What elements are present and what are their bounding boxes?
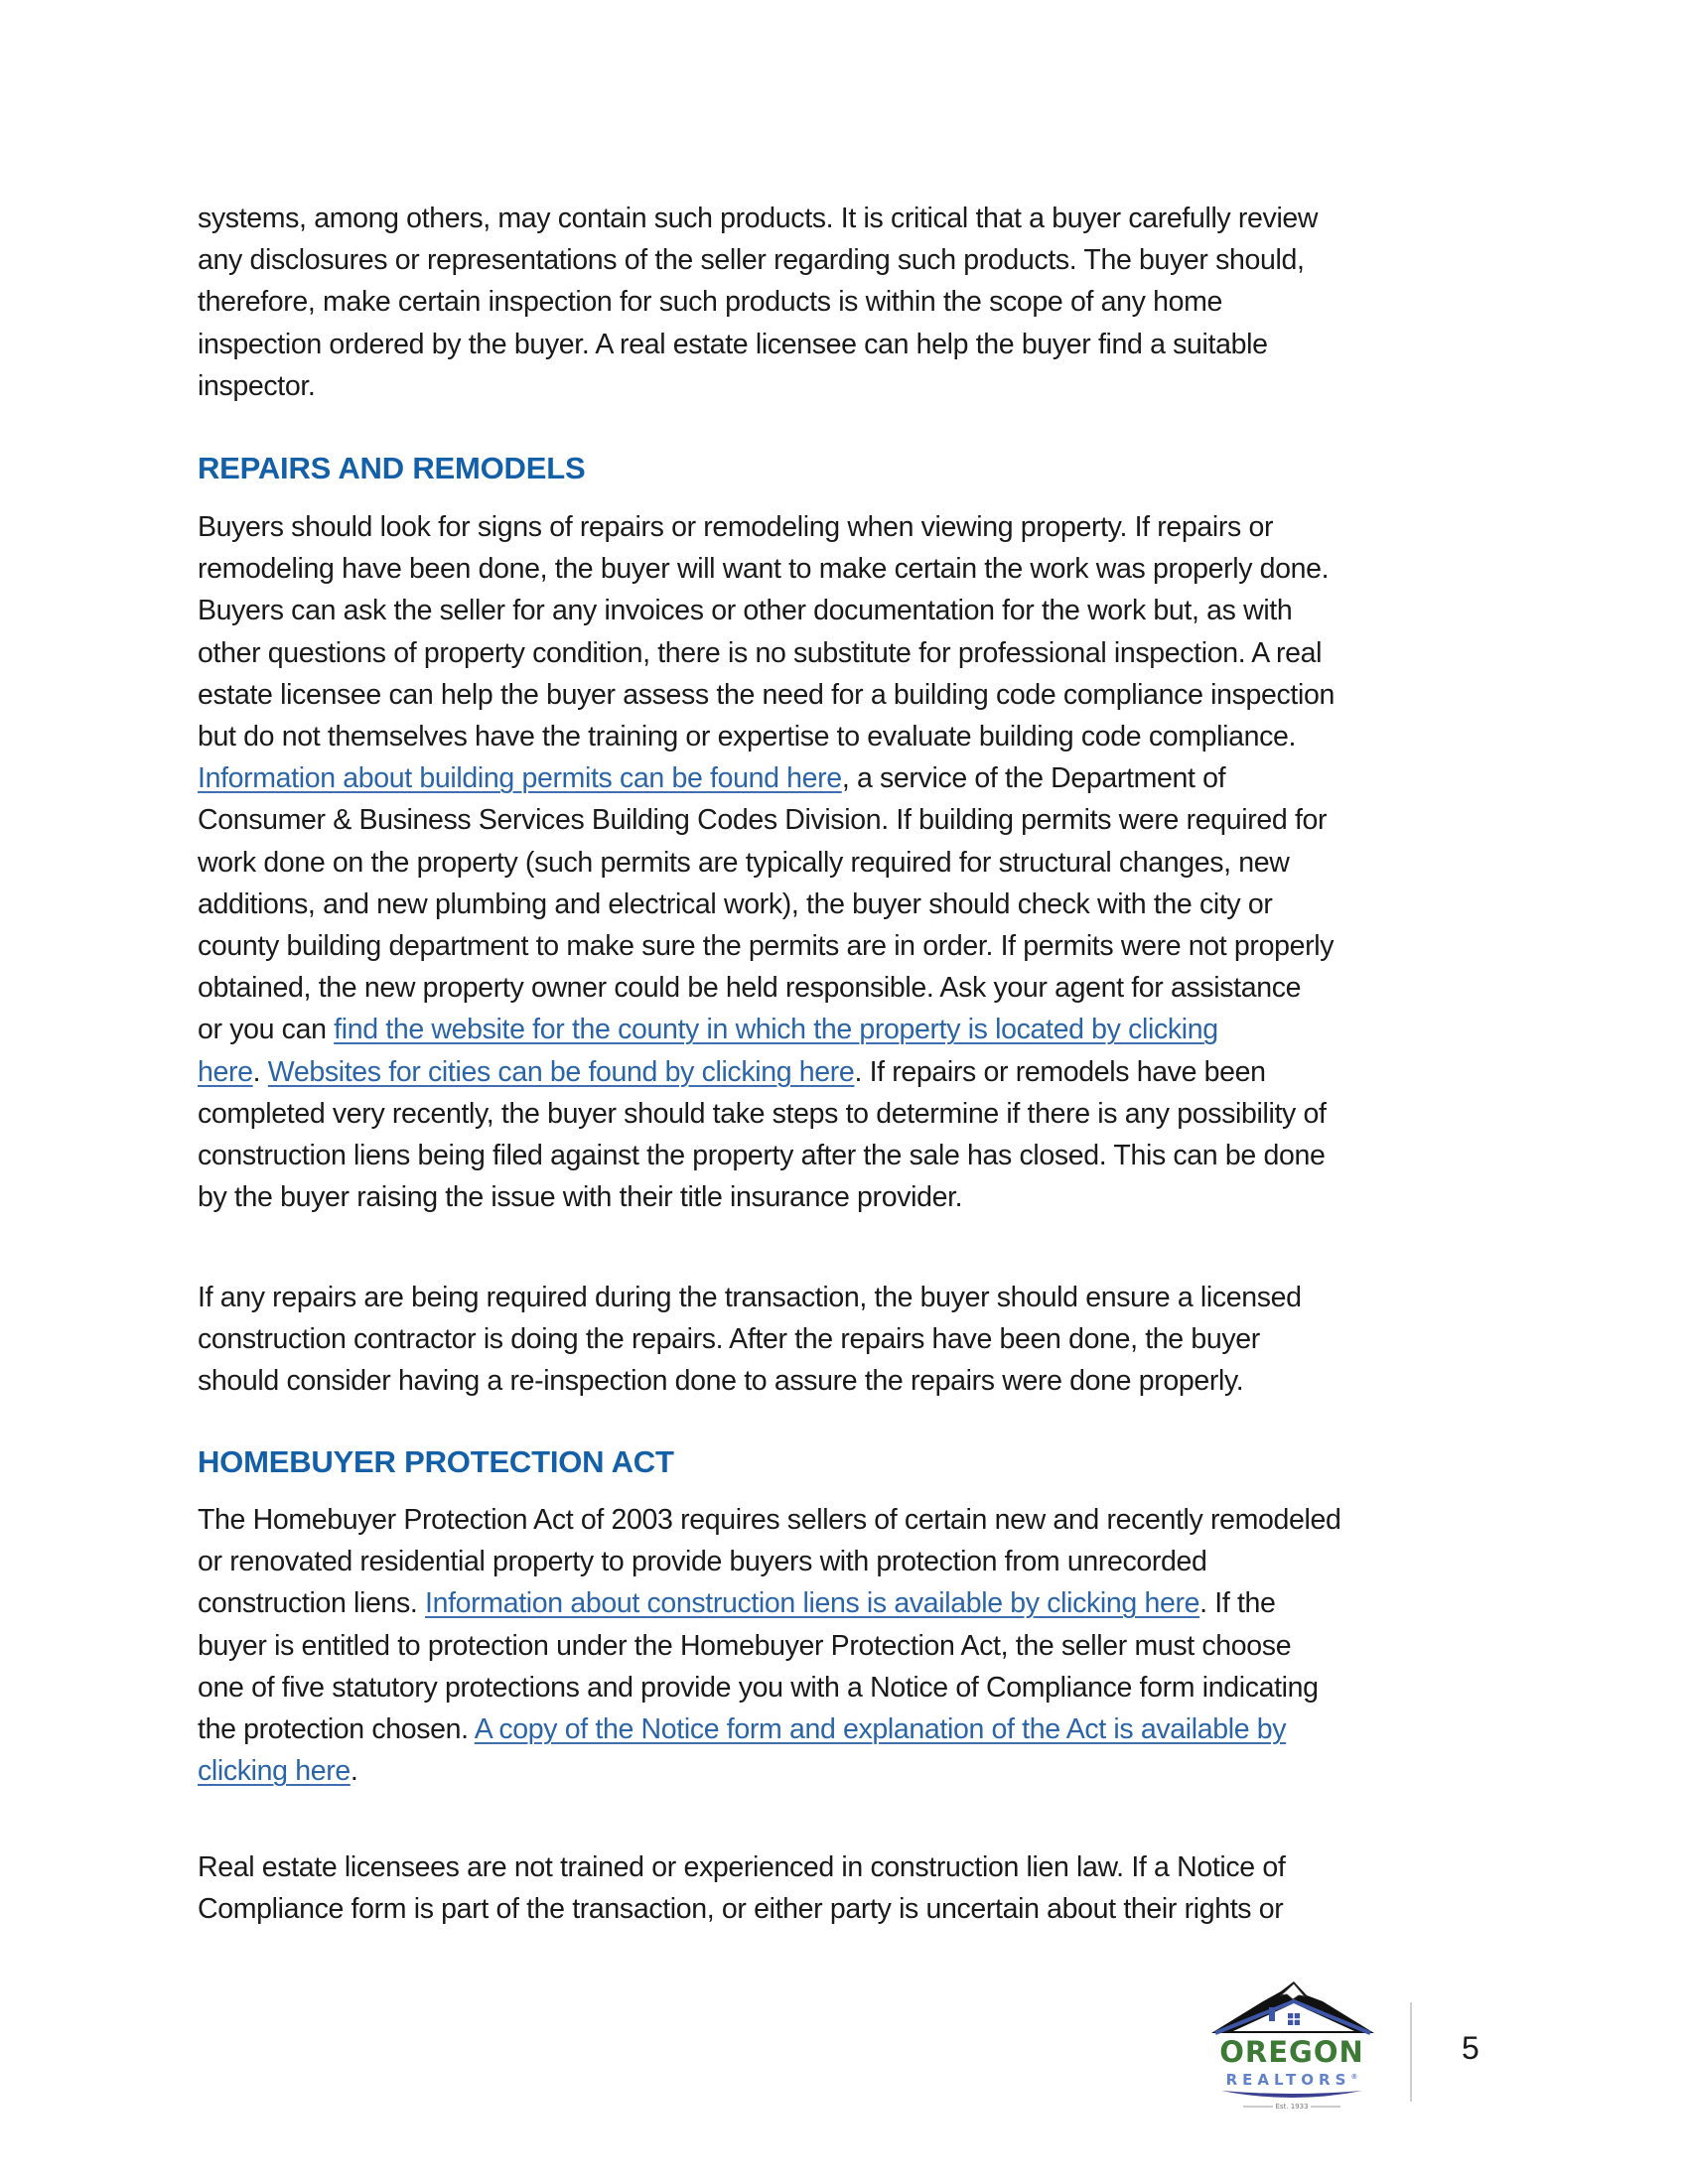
text-line — [198, 1667, 1498, 1708]
text-line — [198, 1009, 1498, 1050]
text-line — [198, 716, 1498, 757]
text-line — [198, 967, 1498, 1009]
logo-tagline: Est. 1933 — [1275, 2103, 1309, 2111]
hpa-paragraph-2-container — [198, 1846, 1498, 1930]
text-line — [198, 1499, 1498, 1541]
text-run: or you can — [198, 1014, 335, 1046]
text-run: , a service of the Department of — [841, 762, 1226, 795]
text-line — [198, 324, 1498, 365]
text-run: additions, and new plumbing and electrical work), the buyer should check with the city or — [198, 887, 1273, 920]
text-line — [198, 590, 1498, 631]
text-run: buyer is entitled to protection under the Homebuyer Protection Act, the seller must choose — [198, 1629, 1292, 1662]
text-run: therefore, make certain inspection for such products is within the scope of any home — [198, 286, 1222, 319]
text-run: construction liens. — [198, 1587, 426, 1620]
text-run: should consider having a re-inspection done to assure the repairs were done properly. — [198, 1365, 1244, 1398]
text-line — [198, 757, 1498, 799]
text-run: but do not themselves have the training or expertise to evaluate building code compliance. — [198, 721, 1297, 753]
paragraph — [198, 198, 1498, 407]
hyperlink[interactable]: clicking here — [198, 1755, 351, 1788]
text-line — [198, 799, 1498, 841]
logo-wordmark-realtors — [1203, 2069, 1380, 2088]
text-line — [198, 1360, 1498, 1402]
oregon-realtors-logo — [1203, 1979, 1380, 2118]
text-run: systems, among others, may contain such products. It is critical that a buyer carefully review — [198, 203, 1319, 234]
text-line — [198, 1176, 1498, 1218]
text-line — [198, 198, 1498, 239]
logo-subtitle: REALTORS — [1225, 2071, 1351, 2089]
text-run: work done on the property (such permits are typically required for structural changes, new — [198, 846, 1290, 879]
text-line — [198, 1541, 1498, 1582]
text-run: inspector. — [198, 369, 316, 402]
text-run: any disclosures or representations of the seller regarding such products. The buyer should, — [198, 244, 1305, 277]
text-line — [198, 1708, 1498, 1750]
text-run: . If the — [1199, 1587, 1276, 1620]
repairs-paragraph-2-container — [198, 1277, 1498, 1403]
text-run: construction contractor is doing the repairs. After the repairs have been done, the buyer — [198, 1323, 1260, 1356]
text-run: Consumer & Business Services Building Codes Division. If building permits were required for — [198, 804, 1328, 837]
text-run: . — [350, 1755, 358, 1788]
text-line — [198, 365, 1498, 407]
text-line — [198, 281, 1498, 323]
text-run: county building department to make sure the permits are in order. If permits were not properly — [198, 930, 1335, 963]
hyperlink[interactable]: Information about construction liens is available by clicking here — [425, 1587, 1200, 1620]
text-line — [198, 506, 1498, 548]
text-line — [198, 1750, 1498, 1792]
text-line — [198, 632, 1498, 674]
hyperlink[interactable]: find the website for the county in which the property is located by clicking — [334, 1014, 1218, 1046]
repairs-paragraph-1-container — [198, 506, 1498, 1218]
text-run: remodeling have been done, the buyer will want to make certain the work was properly done. — [198, 553, 1330, 586]
text-run: inspection ordered by the buyer. A real estate licensee can help the buyer find a suitable — [198, 328, 1268, 360]
text-run: obtained, the new property owner could be held responsible. Ask your agent for assistance — [198, 972, 1302, 1005]
text-run: Compliance form is part of the transaction, or either party is uncertain about their rights or — [198, 1893, 1284, 1926]
text-run: completed very recently, the buyer should take steps to determine if there is any possibility of — [198, 1097, 1327, 1130]
paragraph — [198, 1277, 1498, 1403]
hpa-paragraph-1-container — [198, 1499, 1498, 1792]
paragraph — [198, 1499, 1498, 1792]
text-run: The Homebuyer Protection Act of 2003 requires sellers of certain new and recently remodeled — [198, 1504, 1341, 1536]
text-line — [198, 1277, 1498, 1318]
logo-wordmark-oregon: OREGON — [1219, 2035, 1364, 2069]
text-line — [198, 1135, 1498, 1176]
hyperlink[interactable]: Information about building permits can be found here — [198, 762, 842, 795]
text-run: other questions of property condition, there is no substitute for professional inspection. A real — [198, 636, 1323, 669]
text-run: construction liens being filed against the property after the sale has closed. This can be done — [198, 1140, 1326, 1172]
hyperlink[interactable]: A copy of the Notice form and explanation of the Act is available by — [474, 1713, 1287, 1746]
text-line — [198, 1846, 1498, 1888]
text-line — [198, 1051, 1498, 1093]
paragraph — [198, 1846, 1498, 1930]
footer-divider — [1410, 2002, 1412, 2102]
text-run: one of five statutory protections and provide you with a Notice of Compliance form indicating — [198, 1671, 1319, 1704]
text-line — [198, 1582, 1498, 1624]
text-run: by the buyer raising the issue with their title insurance provider. — [198, 1181, 963, 1214]
text-line — [198, 674, 1498, 716]
text-line — [198, 925, 1498, 967]
text-line — [198, 239, 1498, 281]
text-run: estate licensee can help the buyer assess the need for a building code compliance inspection — [198, 678, 1335, 711]
section-heading: REPAIRS AND REMODELS — [198, 451, 586, 485]
paragraph — [198, 506, 1498, 1218]
text-run: or renovated residential property to provide buyers with protection from unrecorded — [198, 1546, 1207, 1578]
text-run: . — [252, 1055, 268, 1088]
text-line — [198, 548, 1498, 590]
hyperlink[interactable]: here — [198, 1055, 253, 1088]
page-number: 5 — [1462, 2030, 1479, 2066]
text-line — [198, 1888, 1498, 1930]
registered-mark: ® — [1350, 2073, 1358, 2081]
text-line — [198, 842, 1498, 884]
text-line — [198, 884, 1498, 925]
text-line — [198, 1625, 1498, 1667]
text-run: If any repairs are being required during the transaction, the buyer should ensure a licensed — [198, 1282, 1302, 1313]
text-run: . If repairs or remodels have been — [854, 1055, 1266, 1088]
hyperlink[interactable]: Websites for cities can be found by clicking here — [267, 1055, 855, 1088]
text-run: Real estate licensees are not trained or experienced in construction lien law. If a Notice of — [198, 1851, 1286, 1883]
text-run: Buyers can ask the seller for any invoices or other documentation for the work but, as with — [198, 595, 1293, 627]
text-line — [198, 1093, 1498, 1135]
text-line — [198, 1318, 1498, 1360]
text-run: the protection chosen. — [198, 1713, 475, 1746]
section-heading: HOMEBUYER PROTECTION ACT — [198, 1444, 674, 1479]
intro-continuation-section — [198, 198, 1498, 407]
homebuyer-protection-section — [198, 1442, 1498, 1482]
text-run: Buyers should look for signs of repairs or remodeling when viewing property. If repairs or — [198, 511, 1274, 543]
repairs-remodels-section — [198, 449, 1498, 488]
